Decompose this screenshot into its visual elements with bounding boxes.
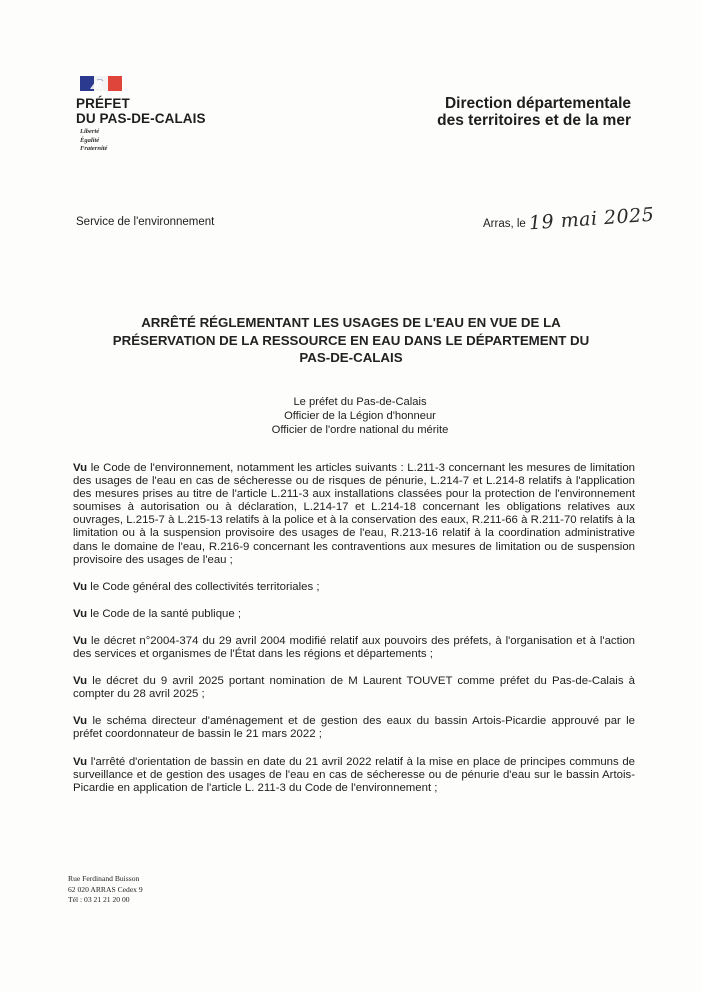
footer-address (68, 874, 143, 906)
title-line-3: PAS-DE-CALAIS (299, 350, 403, 365)
prefet-title (76, 96, 276, 126)
vu-paragraph (73, 608, 635, 621)
title-line-1: ARRÊTÉ RÉGLEMENTANT LES USAGES DE L'EAU EN VUE DE LA (141, 315, 561, 330)
vu-label: Vu (73, 755, 88, 768)
vu-label: Vu (73, 675, 88, 688)
vu-paragraph (73, 756, 635, 795)
vu-label: Vu (73, 462, 88, 474)
direction-line-1: Direction départementale (444, 95, 631, 112)
service-label: Service de l'environnement (76, 216, 215, 228)
address-city: 62 020 ARRAS Cedex 9 (68, 884, 143, 894)
prefet-line-1: PRÉFET (76, 96, 130, 111)
vu-text: le Code de l'environnement, notamment les articles suivants : L.211-3 concernant les mesures de limitation des usages de l'eau en cas de sécheresse ou de risques de pénurie, L.214-7 et L.214-8 relatifs à l'application des mesures prises au titre de l'article L.211-3 aux installations classées pour la protection de l'environnement soumises à autorisation ou à déclaration, L.214-17 et L.214-18 concernant les obligations relatives aux ouvrages, L.215-7 à L.215-13 relatifs à la police et à la conservation des eaux, R.211-66 à R.211-70 relatifs à la limitation ou à la suspension provisoire des usages de l'eau, R.213-16 relatif à la coordination administrative dans le domaine de l'eau, R.216-9 concernant les contraventions aux mesures de limitation ou de suspension provisoire des usages de l'eau ; (73, 462, 635, 566)
vu-label: Vu (73, 634, 88, 647)
direction-line-2: des territoires et de la mer (437, 112, 631, 129)
vu-text: le schéma directeur d'aménagement et de gestion des eaux du bassin Artois-Picardie approuvé par le préfet coordonnateur de bassin le 21 mars 2022 ; (73, 715, 635, 741)
address-street: Rue Ferdinand Buisson (68, 874, 140, 883)
vu-text: le décret du 9 avril 2025 portant nomination de M Laurent TOUVET comme préfet du Pas-de-Calais à compter du 28 avril 2025 ; (73, 675, 635, 701)
direction-heading (437, 95, 631, 129)
motto-fraternite: Fraternité (80, 145, 108, 152)
handwritten-date: 19 mai 2025 (528, 203, 656, 235)
prefect-block (150, 395, 570, 437)
considerations-body (73, 462, 635, 809)
motto-liberte: Liberté (80, 128, 100, 135)
arrete-title (96, 314, 606, 367)
vu-label: Vu (73, 715, 88, 728)
date-line (483, 203, 656, 235)
title-line-2: PRÉSERVATION DE LA RESSOURCE EN EAU DANS LE DÉPARTEMENT DU (112, 332, 590, 348)
vu-label: Vu (73, 607, 88, 620)
vu-text: le décret n°2004-374 du 29 avril 2004 modifié relatif aux pouvoirs des préfets, à l'organisation et à l'action des services et organismes de l'État dans les régions et départements ; (73, 634, 635, 661)
vu-label: Vu (73, 580, 88, 593)
vu-text: l'arrêté d'orientation de bassin en date du 21 avril 2022 relatif à la mise en place de principes communs de surveillance et de gestion des usages de l'eau en cas de sécheresse ou de pénurie d'eau sur le bassin Artois-Picardie en application de l'article L. 211-3 du Code de l'environnement ; (73, 755, 635, 794)
vu-text: le Code général des collectivités territoriales ; (87, 580, 320, 593)
marianne-flag-icon (80, 76, 122, 91)
prefect-line-3: Officier de l'ordre national du mérite (271, 424, 449, 436)
vu-text: le Code de la santé publique ; (87, 607, 242, 620)
date-prefix: Arras, le (483, 218, 526, 230)
prefet-line-2: DU PAS-DE-CALAIS (76, 111, 206, 126)
vu-paragraph (73, 462, 635, 567)
vu-paragraph (73, 635, 635, 661)
vu-paragraph (73, 581, 635, 594)
address-phone: Tél : 03 21 21 20 00 (68, 895, 130, 904)
republic-motto (80, 128, 160, 154)
vu-paragraph (73, 675, 635, 701)
prefect-line-1: Le préfet du Pas-de-Calais (293, 396, 427, 408)
prefect-line-2: Officier de la Légion d'honneur (284, 410, 436, 422)
vu-paragraph (73, 715, 635, 741)
motto-egalite: Égalité (80, 136, 100, 144)
